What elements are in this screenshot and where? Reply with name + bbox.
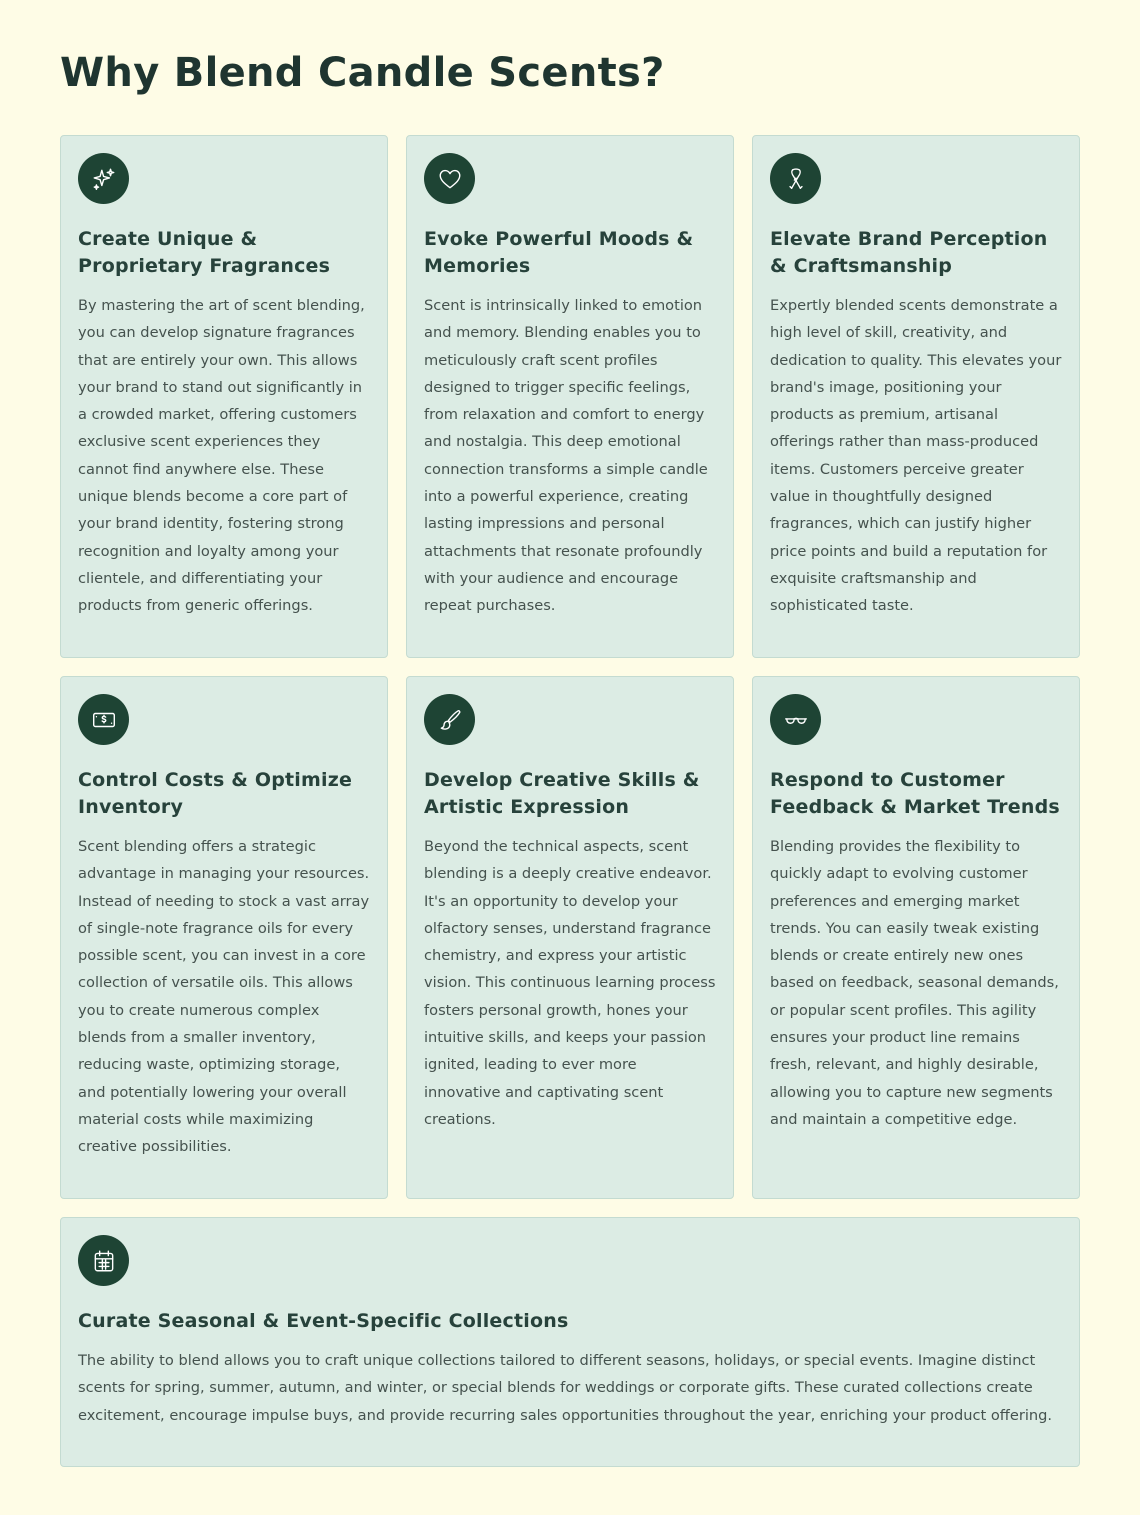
benefit-card-seasonal-collections [60,1217,1080,1467]
card-body: Scent is intrinsically linked to emotion and memory. Blending enables you to meticulously craft scent profiles designed to trigger specific feelings, from relaxation and comfort to energy and nostalgia. This deep emotional connection transforms a simple candle into a powerful experience, creating lasting impressions and personal attachments that resonate profoundly with your audience and encourage repeat purchases. [424,297,708,615]
heart-icon [437,166,463,192]
card-body: Scent blending offers a strategic advantage in managing your resources. Instead of needing to stock a vast array of single-note fragrance oils for every possible scent, you can invest in a core collection of versatile oils. This allows you to create numerous complex blends from a smaller inventory, reducing waste, optimizing storage, and potentially lowering your overall material costs while maximizing creative possibilities. [78,838,370,1156]
paintbrush-icon [437,707,463,733]
card-title: Elevate Brand Perception & Craftsmanship [770,228,1048,277]
glasses-icon [783,707,809,733]
sparkles-icon [91,166,117,192]
ribbon-icon [783,166,809,192]
card-title: Respond to Customer Feedback & Market Trends [770,769,1060,818]
icon-badge [424,153,475,204]
card-body: Expertly blended scents demonstrate a high level of skill, creativity, and dedication to quality. This elevates your brand's image, positioning your products as premium, artisanal offerings rather than mass-produced items. Customers perceive greater value in thoughtfully designed fragrances, which can justify higher price points and build a reputation for exquisite craftsmanship and sophisticated taste. [770,297,1062,615]
icon-badge [424,694,475,745]
icon-badge [78,694,129,745]
icon-badge [770,694,821,745]
calendar-icon [91,1248,117,1274]
benefits-grid [60,135,1080,1467]
icon-badge [78,1235,129,1286]
banknote-icon [91,707,117,733]
benefit-card-moods-memories [406,135,734,658]
card-body: The ability to blend allows you to craft unique collections tailored to different seasons, holidays, or special events. Imagine distinct scents for spring, summer, autumn, and winter, or special blends for weddings or corporate gifts. These curated collections create excitement, encourage impulse buys, and provide recurring sales opportunities throughout the year, enriching your product offering. [78,1352,1053,1424]
benefit-card-unique-fragrances [60,135,388,658]
benefit-card-customer-feedback [752,676,1080,1199]
page-title: Why Blend Candle Scents? [60,50,665,96]
card-body: Blending provides the flexibility to quickly adapt to evolving customer preferences and emerging market trends. You can easily tweak existing blends or create entirely new ones based on feedback, seasonal demands, or popular scent profiles. This agility ensures your product line remains fresh, relevant, and highly desirable, allowing you to capture new segments and maintain a competitive edge. [770,838,1059,1128]
icon-badge [770,153,821,204]
benefit-card-creative-skills [406,676,734,1199]
card-title: Create Unique & Proprietary Fragrances [78,228,331,277]
card-title: Control Costs & Optimize Inventory [78,769,353,818]
benefit-card-control-costs [60,676,388,1199]
card-title: Develop Creative Skills & Artistic Expression [424,769,700,818]
card-body: By mastering the art of scent blending, you can develop signature fragrances that are entirely your own. This allows your brand to stand out significantly in a crowded market, offering customers exclusive scent experiences they cannot find anywhere else. These unique blends become a core part of your brand identity, fostering strong recognition and loyalty among your clientele, and differentiating your products from generic offerings. [78,297,365,615]
card-body: Beyond the technical aspects, scent blending is a deeply creative endeavor. It's an opportunity to develop your olfactory senses, understand fragrance chemistry, and express your artistic vision. This continuous learning process fosters personal growth, hones your intuitive skills, and keeps your passion ignited, leading to ever more innovative and captivating scent creations. [424,838,716,1128]
card-title: Evoke Powerful Moods & Memories [424,228,694,277]
card-title: Curate Seasonal & Event-Specific Collections [78,1310,569,1332]
icon-badge [78,153,129,204]
benefit-card-brand-perception [752,135,1080,658]
